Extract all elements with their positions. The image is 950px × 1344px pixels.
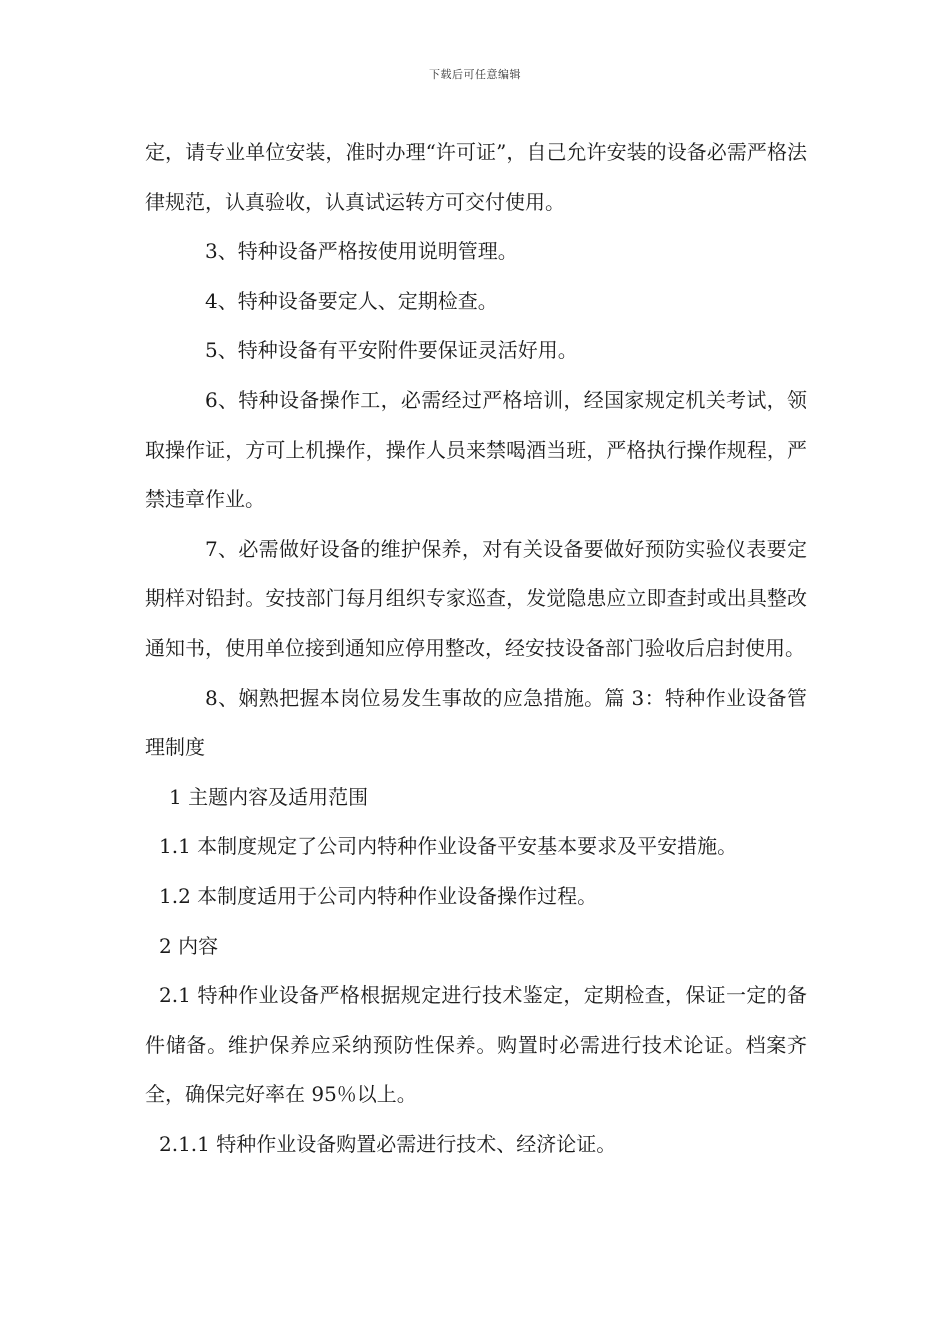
section-heading-2: 2 内容 — [159, 933, 219, 958]
document-body — [145, 128, 807, 1169]
paragraph-item-7: 7、必需做好设备的维护保养，对有关设备要做好预防实验仪表要定期样对铅封。安技部门每月组织专家巡查，发觉隐患应立即查封或出具整改通知书，使用单位接到通知应停用整改，经安技设备部门验收后启封使用。 — [145, 536, 807, 660]
paragraph-item-6: 6、特种设备操作工，必需经过严格培训，经国家规定机关考试，领取操作证，方可上机操作，操作人员来禁喝酒当班，严格执行操作规程，严禁违章作业。 — [145, 387, 807, 512]
paragraph-2-1-1: 2.1.1 特种作业设备购置必需进行技术、经济论证。 — [159, 1131, 617, 1156]
paragraph-2-1: 2.1 特种作业设备严格根据规定进行技术鉴定，定期检查，保证一定的备件储备。维护保养应采纳预防性保养。购置时必需进行技术论证。档案齐全，确保完好率在 95％以上。 — [145, 983, 807, 1107]
paragraph-item-4: 4、特种设备要定人、定期检查。 — [205, 288, 498, 313]
section-heading-1: 1 主题内容及适用范围 — [169, 784, 369, 809]
paragraph-item-3: 3、特种设备严格按使用说明管理。 — [205, 239, 518, 264]
paragraph-installation: 定，请专业单位安装，准时办理“许可证”，自己允许安装的设备必需严格法律规范，认真验收，认真试运转方可交付使用。 — [145, 140, 807, 214]
paragraph-item-8: 8、娴熟把握本岗位易发生事故的应急措施。篇 3：特种作业设备管理制度 — [145, 685, 807, 760]
paragraph-item-5: 5、特种设备有平安附件要保证灵活好用。 — [205, 338, 578, 363]
paragraph-1-1: 1.1 本制度规定了公司内特种作业设备平安基本要求及平安措施。 — [159, 834, 738, 859]
paragraph-1-2: 1.2 本制度适用于公司内特种作业设备操作过程。 — [159, 883, 598, 908]
page-header: 下载后可任意编辑 — [429, 68, 521, 81]
